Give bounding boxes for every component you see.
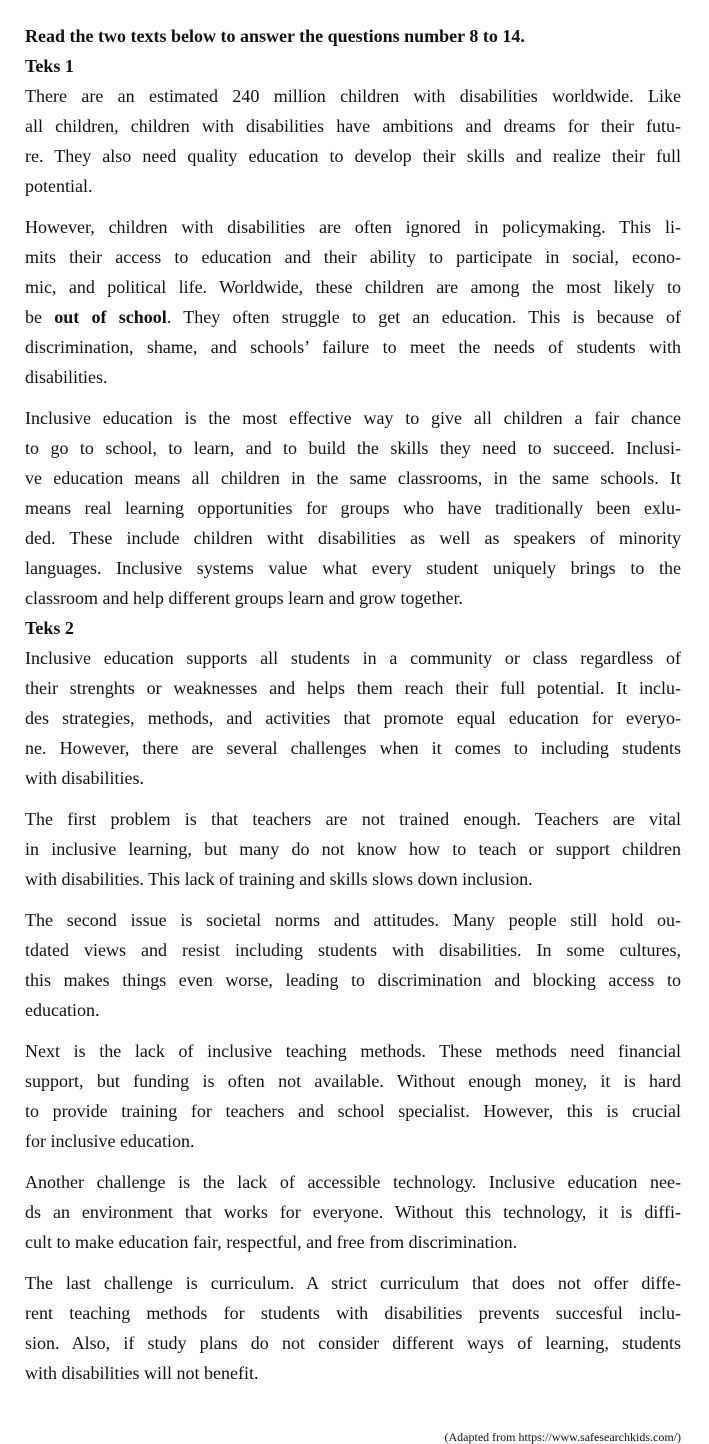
text-line: mic, and political life. Worldwide, these children are among the most likely to: [25, 277, 681, 297]
text-line: mits their access to education and their ability to participate in social, econo-: [25, 247, 681, 267]
text-line: However, children with disabilities are often ignored in policymaking. This li-: [25, 217, 681, 237]
text-line: ne. However, there are several challenges when it comes to including students: [25, 738, 681, 758]
text-segment: be: [25, 307, 55, 327]
text-segment: . They often struggle to get an education. This is because of: [166, 307, 681, 327]
text-line: ve education means all children in the same classrooms, in the same schools. It: [25, 468, 681, 488]
text-line: [25, 302, 681, 332]
document: [25, 21, 681, 1388]
paragraph: [25, 804, 681, 894]
text-line: discrimination, shame, and schools’ failure to meet the needs of students with: [25, 337, 681, 357]
paragraph: [25, 81, 681, 201]
paragraph: [25, 1268, 681, 1388]
text-line: The second issue is societal norms and attitudes. Many people still hold ou-: [25, 910, 681, 930]
section-heading: Teks 2: [25, 618, 74, 638]
text-line: their strenghts or weaknesses and helps them reach their full potential. It inclu-: [25, 678, 681, 698]
text-line: potential.: [25, 176, 93, 196]
text-line: Inclusive education is the most effective way to give all children a fair chance: [25, 408, 681, 428]
text-line: classroom and help different groups learn and grow together.: [25, 588, 464, 608]
text-line: with disabilities will not benefit.: [25, 1363, 259, 1383]
text-line: with disabilities. This lack of training and skills slows down inclusion.: [25, 869, 533, 889]
text-line: Next is the lack of inclusive teaching methods. These methods need financial: [25, 1041, 681, 1061]
text-line: ds an environment that works for everyone. Without this technology, it is diffi-: [25, 1202, 681, 1222]
text-line: The last challenge is curriculum. A strict curriculum that does not offer diffe-: [25, 1273, 681, 1293]
text-line: in inclusive learning, but many do not know how to teach or support children: [25, 839, 681, 859]
text-line: support, but funding is often not available. Without enough money, it is hard: [25, 1071, 681, 1091]
text-line: sion. Also, if study plans do not consider different ways of learning, students: [25, 1333, 681, 1353]
text-line: education.: [25, 1000, 100, 1020]
text-line: to go to school, to learn, and to build the skills they need to succeed. Inclusi-: [25, 438, 681, 458]
text-line: tdated views and resist including students with disabilities. In some cultures,: [25, 940, 681, 960]
source-citation: (Adapted from https://www.safesearchkids.com/): [444, 1430, 681, 1444]
text-line: ded. These include children witht disabilities as well as speakers of minority: [25, 528, 681, 548]
paragraph: [25, 643, 681, 793]
section-heading: Teks 1: [25, 56, 74, 76]
text-line: rent teaching methods for students with disabilities prevents succesful inclu-: [25, 1303, 681, 1323]
text-line: for inclusive education.: [25, 1131, 195, 1151]
text-line: des strategies, methods, and activities that promote equal education for everyo-: [25, 708, 681, 728]
text-line: to provide training for teachers and school specialist. However, this is crucial: [25, 1101, 681, 1121]
instruction-heading: Read the two texts below to answer the questions number 8 to 14.: [25, 26, 525, 46]
text-line: languages. Inclusive systems value what every student uniquely brings to the: [25, 558, 681, 578]
paragraph: [25, 905, 681, 1025]
text-line: this makes things even worse, leading to discrimination and blocking access to: [25, 970, 681, 990]
text-line: means real learning opportunities for groups who have traditionally been exlu-: [25, 498, 681, 518]
emphasized-text: out of school: [54, 307, 167, 327]
text-line: Inclusive education supports all students in a community or class regardless of: [25, 648, 681, 668]
text-line: There are an estimated 240 million children with disabilities worldwide. Like: [25, 86, 681, 106]
text-line: with disabilities.: [25, 768, 144, 788]
paragraph: [25, 212, 681, 392]
text-line: all children, children with disabilities have ambitions and dreams for their futu-: [25, 116, 681, 136]
paragraph: [25, 403, 681, 613]
text-line: cult to make education fair, respectful, and free from discrimination.: [25, 1232, 518, 1252]
paragraph: [25, 1167, 681, 1257]
text-line: disabilities.: [25, 367, 108, 387]
text-line: Another challenge is the lack of accessible technology. Inclusive education nee-: [25, 1172, 681, 1192]
text-line: re. They also need quality education to develop their skills and realize their full: [25, 146, 681, 166]
paragraph: [25, 1036, 681, 1156]
text-line: The first problem is that teachers are not trained enough. Teachers are vital: [25, 809, 681, 829]
